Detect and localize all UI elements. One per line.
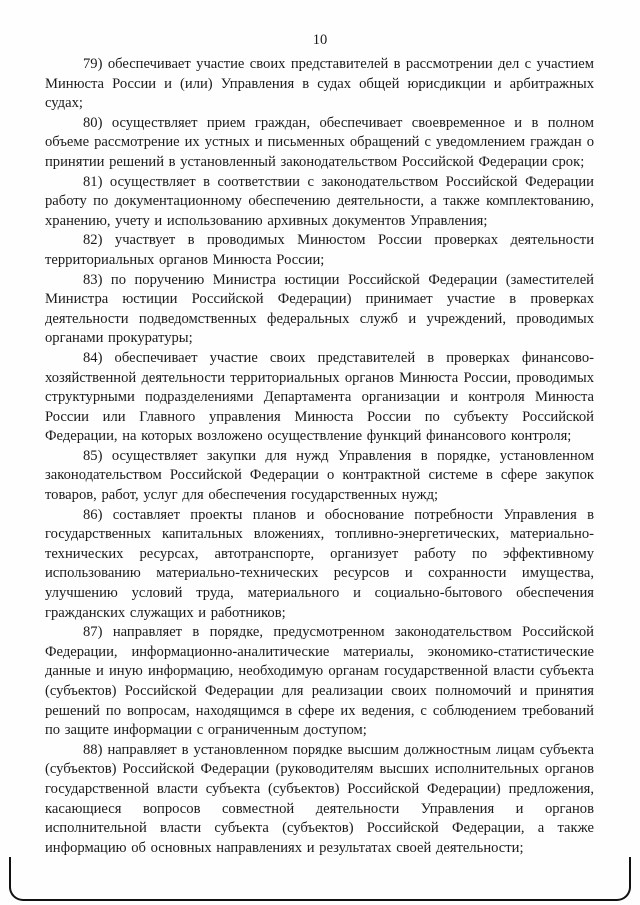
paragraph-79: 79) обеспечивает участие своих представителей в рассмотрении дел с участием Минюста России и (или) Управления в судах общей юрисдикции и арбитражных судах; bbox=[45, 56, 594, 112]
paragraph-85: 85) осуществляет закупки для нужд Управления в порядке, установленном законодательством Российской Федерации о контрактной системе в сфере закупок товаров, работ, услуг для обеспечения государственных нужд; bbox=[45, 447, 594, 504]
page-border-frame bbox=[9, 857, 631, 901]
paragraph-83: 83) по поручению Министра юстиции Российской Федерации (заместителей Министра юстиции Российской Федерации) принимает участие в проверках деятельности подведомственных федеральных служб и учреждений, проводимых органами прокуратуры; bbox=[45, 271, 594, 347]
paragraph-80: 80) осуществляет прием граждан, обеспечивает своевременное и в полном объеме рассмотрение их устных и письменных обращений с уведомлением граждан о принятии решений в установленный законодательством Российской Федерации срок; bbox=[45, 114, 594, 170]
page-number: 10 bbox=[312, 32, 328, 48]
paragraph-81: 81) осуществляет в соответствии с законодательством Российской Федерации работу по документационному обеспечению деятельности, а также комплектованию, хранению, учету и использованию архивных документов Управления; bbox=[45, 173, 594, 229]
paragraph-82: 82) участвует в проводимых Минюстом России проверках деятельности территориальных органов Минюста России; bbox=[45, 232, 594, 268]
paragraph-86: 86) составляет проекты планов и обоснование потребности Управления в государственных капитальных вложениях, топливно-энергетических, материально-технических ресурсах, автотранспорте, организует работу по эффективному использованию материально-технических ресурсов и сохранности имущества, улучшению условий труда, материального и социально-бытового обеспечения гражданских служащих и работников; bbox=[45, 506, 594, 621]
document-body bbox=[0, 55, 640, 858]
paragraph-88: 88) направляет в установленном порядке высшим должностным лицам субъекта (субъектов) Российской Федерации (руководителям высших исполнительных органов государственной власти субъекта (субъектов) Российской Федерации) предложения, касающиеся вопросов совместной деятельности Управления и органов исполнительной власти субъекта (субъектов) Российской Федерации, а также информацию об основных направлениях и результатах своей деятельности; bbox=[45, 741, 594, 856]
paragraph-84: 84) обеспечивает участие своих представителей в проверках финансово-хозяйственной деятельности территориальных органов Минюста России, проводимых структурными подразделениями Департамента организации и контроля Минюста России или Главного управления Минюста России по субъекту Российской Федерации, на которых возложено осуществление функций финансового контроля; bbox=[45, 349, 594, 445]
paragraph-87: 87) направляет в порядке, предусмотренном законодательством Российской Федерации, информационно-аналитические материалы, экономико-статистические данные и иную информацию, необходимую органам государственной власти субъекта (субъектов) Российской Федерации для реализации своих полномочий и принятия решений по вопросам, находящимся в сфере их ведения, с соблюдением требований по защите информации с ограниченным доступом; bbox=[45, 624, 594, 739]
